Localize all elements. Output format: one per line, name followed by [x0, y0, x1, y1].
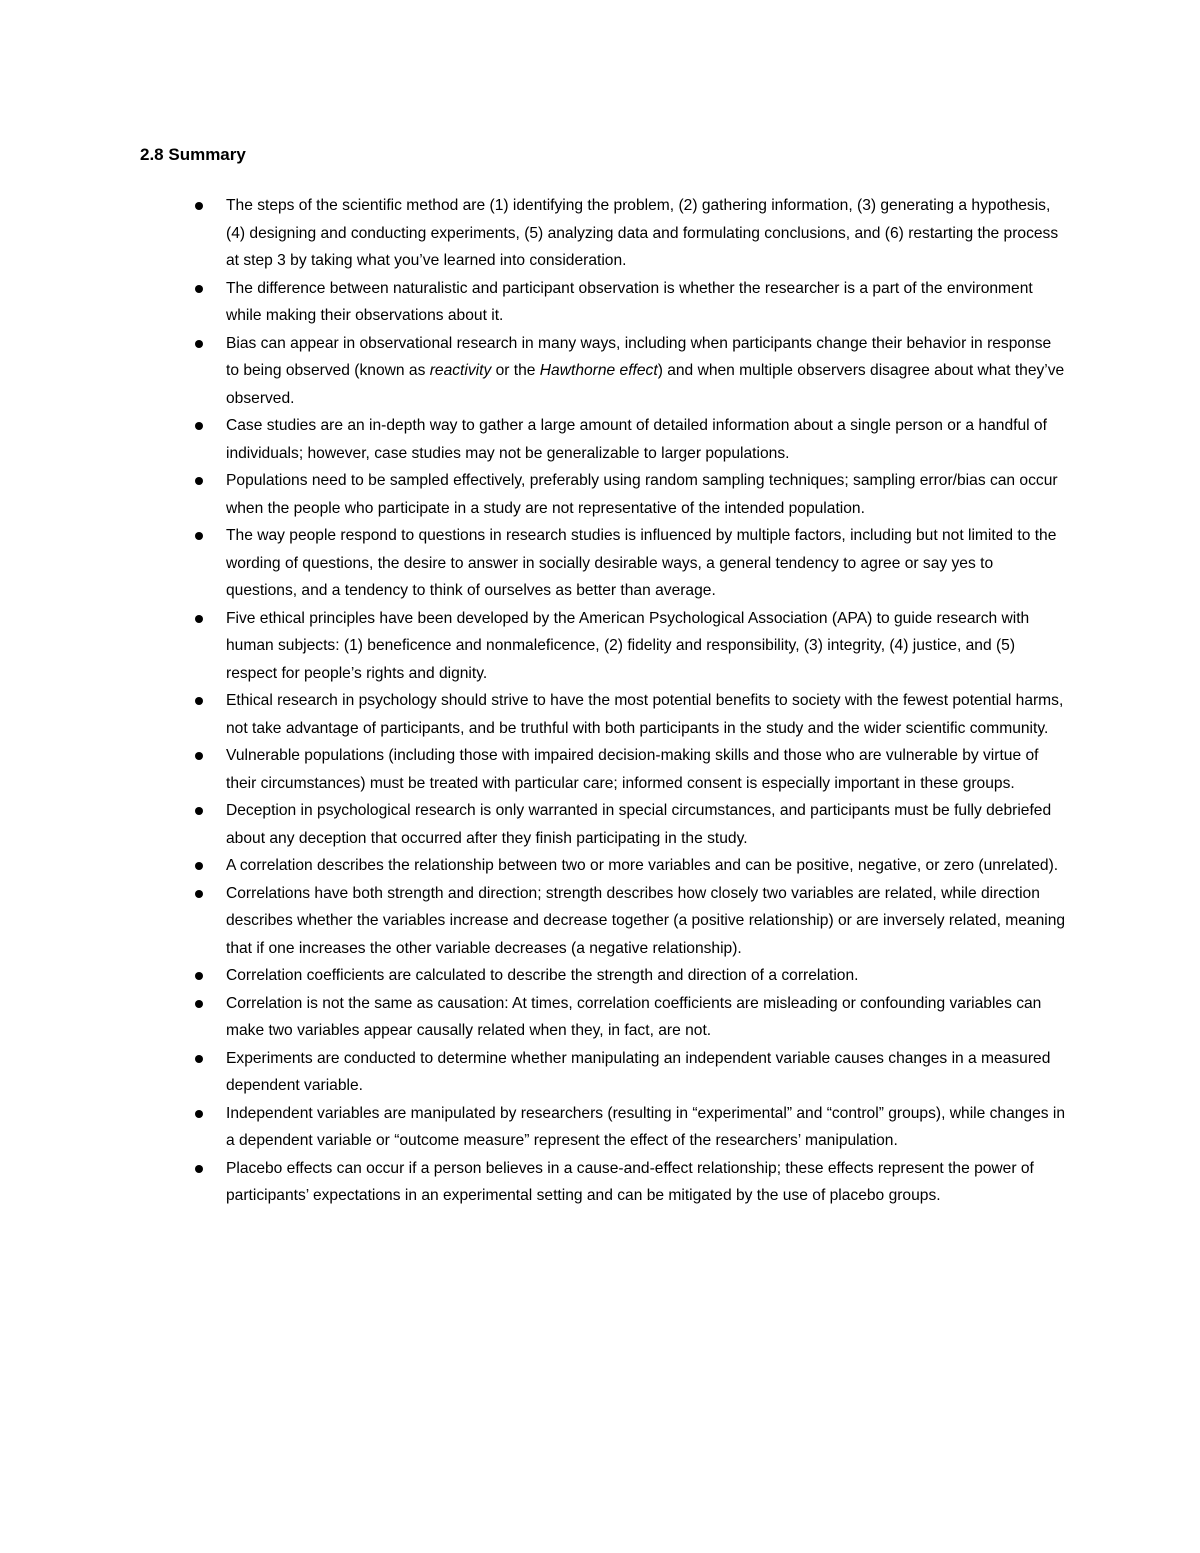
list-item — [226, 192, 1068, 275]
list-item — [226, 880, 1068, 963]
bullet-dot-icon — [195, 1055, 203, 1063]
text-segment: Deception in psychological research is only warranted in special circumstances, and participants must be fully debriefed about any deception that occurred after they finish participating in the study. — [226, 802, 1052, 847]
list-item-text — [226, 885, 1065, 957]
text-segment: Vulnerable populations (including those with impaired decision-making skills and those who are vulnerable by virtue of their circumstances) must be treated with particular care; informed consent is especially important in these groups. — [226, 747, 1039, 792]
list-item-text — [226, 692, 1063, 737]
list-item — [226, 605, 1068, 688]
list-item — [226, 990, 1068, 1045]
list-item — [226, 962, 1068, 990]
text-segment: A correlation describes the relationship between two or more variables and can be positive, negative, or zero (unrelated). — [226, 857, 1059, 874]
text-segment: ) and when multiple observers disagree about what they’ve observed. — [226, 362, 1065, 407]
italic-term: Hawthorne effect — [539, 362, 658, 379]
list-item-text — [226, 417, 1047, 462]
list-item — [226, 330, 1068, 413]
list-item-text — [226, 995, 1041, 1040]
list-item — [226, 1100, 1068, 1155]
italic-term: reactivity — [429, 362, 492, 379]
bullet-dot-icon — [195, 422, 203, 430]
text-segment: Case studies are an in-depth way to gather a large amount of detailed information about a single person or a handful of individuals; however, case studies may not be generalizable to larger populations. — [226, 417, 1047, 462]
list-item — [226, 412, 1068, 467]
list-item-text — [226, 527, 1056, 599]
list-item-text — [226, 802, 1051, 847]
list-item — [226, 797, 1068, 852]
list-item — [226, 742, 1068, 797]
text-segment: Populations need to be sampled effectively, preferably using random sampling techniques; sampling error/bias can occur when the people who participate in a study are not representative of the intended population. — [226, 472, 1058, 517]
list-item-text — [226, 197, 1058, 269]
bullet-dot-icon — [195, 1110, 203, 1118]
text-segment: Placebo effects can occur if a person believes in a cause-and-effect relationship; these effects represent the power of participants’ expectations in an experimental setting and can be mitigated by the use of placebo groups. — [226, 1159, 1034, 1204]
list-item-text — [226, 1050, 1050, 1095]
text-segment: Five ethical principles have been developed by the American Psychological Association (APA) to guide research with human subjects: (1) beneficence and nonmaleficence, (2) fidelity and responsibility, (3) integrity, (4) justice, and (5) respect for people’s rights and dignity. — [226, 609, 1030, 682]
list-item-text — [226, 472, 1058, 517]
list-item-text — [226, 335, 1064, 407]
list-item-text — [226, 1105, 1065, 1150]
text-segment: The steps of the scientific method are (1) identifying the problem, (2) gathering information, (3) generating a hypothesis, (4) designing and conducting experiments, (5) analyzing data and formulating conclusions, and (6) restarting the process at step 3 by taking what you’ve learned into consideration. — [226, 197, 1059, 269]
list-item-text — [226, 747, 1038, 792]
list-item — [226, 1155, 1068, 1210]
bullet-dot-icon — [195, 285, 203, 293]
section-heading: 2.8 Summary — [140, 145, 246, 164]
text-segment: Correlation coefficients are calculated to describe the strength and direction of a correlation. — [226, 967, 859, 984]
text-segment: Independent variables are manipulated by researchers (resulting in “experimental” and “control” groups), while changes in a dependent variable or “outcome measure” represent the effect of the researchers’ manipulation. — [226, 1104, 1066, 1149]
list-item-text — [226, 967, 858, 984]
bullet-dot-icon — [195, 890, 203, 898]
list-item — [226, 275, 1068, 330]
bullet-dot-icon — [195, 202, 203, 210]
text-segment: Correlations have both strength and direction; strength describes how closely two variables are related, while direction describes whether the variables increase and decrease together (a positive relationship) or are inversely related, meaning that if one increases the other variable decreases (a negative relationship). — [226, 884, 1066, 957]
list-item — [226, 687, 1068, 742]
list-item-text — [226, 857, 1058, 874]
bullet-dot-icon — [195, 862, 203, 870]
text-segment: The difference between naturalistic and participant observation is whether the researcher is a part of the environment while making their observations about it. — [226, 279, 1033, 324]
list-item — [226, 522, 1068, 605]
bullet-dot-icon — [195, 477, 203, 485]
bullet-dot-icon — [195, 972, 203, 980]
text-segment: Bias can appear in observational research in many ways, including when participants change their behavior in response to being observed (known as — [226, 334, 1052, 379]
text-segment: Experiments are conducted to determine whether manipulating an independent variable causes changes in a measured dependent variable. — [226, 1049, 1051, 1094]
text-segment: The way people respond to questions in research studies is influenced by multiple factors, including but not limited to the wording of questions, the desire to answer in socially desirable ways, a general tendency to agree or say yes to questions, and a tendency to think of ourselves as better than average. — [226, 527, 1057, 599]
bullet-dot-icon — [195, 1000, 203, 1008]
list-item-text — [226, 610, 1029, 682]
bullet-dot-icon — [195, 340, 203, 348]
list-item-text — [226, 280, 1033, 325]
bullet-dot-icon — [195, 807, 203, 815]
bullet-dot-icon — [195, 752, 203, 760]
bullet-dot-icon — [195, 532, 203, 540]
text-segment: or the — [491, 362, 540, 379]
text-segment: Correlation is not the same as causation: At times, correlation coefficients are misleading or confounding variables can make two variables appear causally related when they, in fact, are not. — [226, 994, 1042, 1039]
bullet-dot-icon — [195, 615, 203, 623]
summary-bullet-list — [226, 192, 1068, 1210]
list-item — [226, 467, 1068, 522]
bullet-dot-icon — [195, 697, 203, 705]
bullet-dot-icon — [195, 1165, 203, 1173]
text-segment: Ethical research in psychology should strive to have the most potential benefits to society with the fewest potential harms, not take advantage of participants, and be truthful with both participants in the study and the wider scientific community. — [226, 692, 1064, 737]
list-item — [226, 1045, 1068, 1100]
list-item-text — [226, 1160, 1034, 1205]
list-item — [226, 852, 1068, 880]
